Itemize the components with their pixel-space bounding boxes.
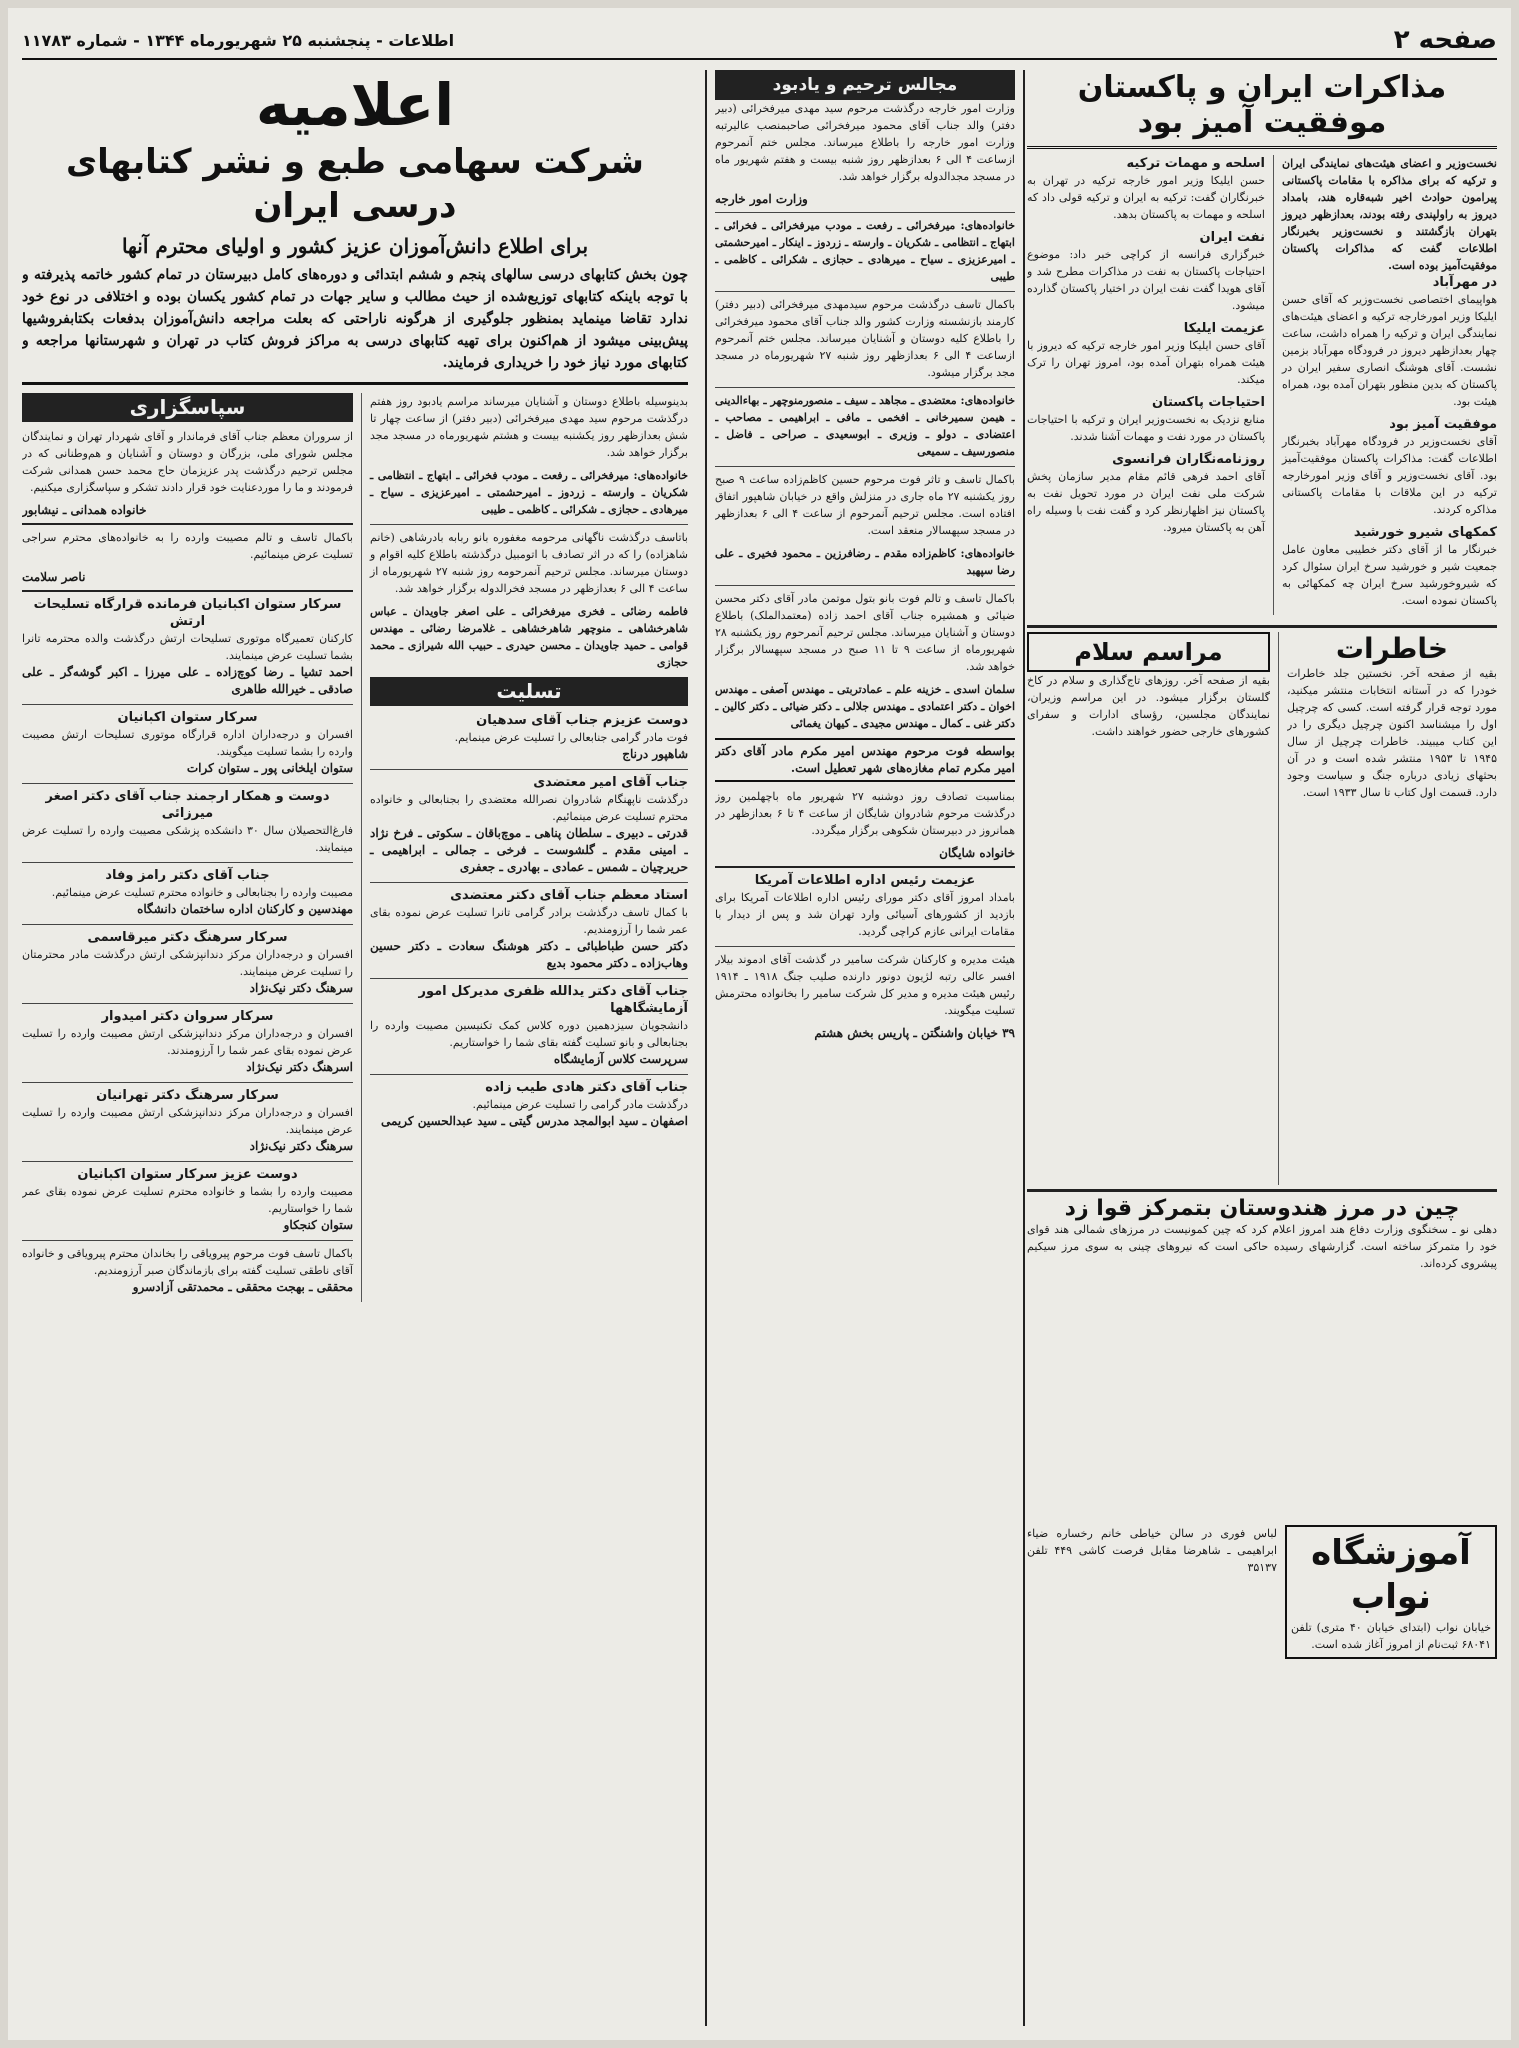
condolence-text: با کمال تاسف درگذشت برادر گرامی تانرا تسلیت عرض نموده بقای عمر شما را آرزومندیم. (370, 906, 688, 936)
china-title: چین در مرز هندوستان بتمرکز قوا زد (1064, 1196, 1460, 1221)
condolence-signature: محققی ـ بهجت محققی ـ محمدتقی آزادسرو (132, 1280, 353, 1294)
families-list: خانواده‌های: میرفخرائی ـ رفعت ـ مودب فخرائی ـ ابتهاج ـ انتظامی ـ شکریان ـ وارسته ـ زردوز ـ امیرحشمتی ـ امیرعزیزی ـ سیاح ـ میرهادی ـ حجازی ـ شکرائی ـ کاظمی ـ طیبی (370, 469, 688, 516)
cable-text: بامداد امروز آقای دکتر مورای رئیس اداره اطلاعات آمریکا برای بازدید از کشورهای آسیائی وارد تهران شد و پس از دیدار با مقامات ایرانی عازم کراچی گردید. (715, 891, 1015, 938)
section-text: آقای احمد فرهی قائم مقام مدیر سازمان پخش شرکت ملی نفت ایران در مورد تحویل نفت به پاکستان نیز اظهارنظر کرد و گفت نفت با وسیله راه آهن به پاکستان میرود. (1027, 470, 1265, 534)
families-list: خانواده‌های: معتضدی ـ مجاهد ـ سیف ـ منصورمنوچهر ـ بهاءالدینی ـ هیمن سمیرخانی ـ افخمی ـ مافی ـ ابراهیمی ـ مصاحب ـ اعتضادی ـ دولو ـ وزیری ـ ابوسعیدی ـ صراحی ـ فاضل ـ منصورسیف ـ سمیعی (715, 394, 1015, 458)
section-text: منابع نزدیک به نخست‌وزیر ایران و ترکیه با احتیاجات پاکستان در مورد نفت و مهمات آشنا شدند. (1027, 413, 1265, 443)
condolence-signature: سرهنگ دکتر نیک‌نژاد (249, 981, 353, 995)
lead-paragraph: نخست‌وزیر و اعضای هیئت‌های نمایندگی ایران و ترکیه که برای مذاکره با مقامات پاکستانی پیرامون حوادث اخیر شبه‌قاره هند، بامداد دیروز به راولپندی رفته بودند، بعدازظهر دیروز بتهران بازگشتند و نخست‌وزیر بخبرنگار اطلاعات گفت که مذاکرات پاکستان موفقیت‌آمیز بوده است. (1282, 157, 1497, 272)
section-text: خبرنگار ما از آقای دکتر خطیبی معاون عامل جمعیت شیر و خورشید سرخ ایران سئوال کرد که شیروخورشید سرخ ایران چه کمکهائی به پاکستان نموده است. (1282, 543, 1497, 607)
gratitude-text: باکمال تاسف و تالم مصیبت وارده را به خانواده‌های محترم سراجی تسلیت عرض مینمائیم. (22, 531, 353, 561)
condolence-heading: جناب آقای دکتر رامز وفاد (105, 868, 270, 883)
section-text: آقای حسن ایلیکا وزیر امور خارجه ترکیه که دیروز با هیئت همراه بتهران آمده بود، امروز تهران را ترک میکند. (1027, 339, 1265, 386)
tailor-ad: لباس فوری در سالن خیاطی خانم رخساره ضیاء ابراهیمی ـ شاهرضا مقابل فرصت کاشی ۴۴۹ تلفن ۳۵۱۳۷ (1027, 1527, 1278, 1574)
navab-title: آموزشگاه نواب (1311, 1533, 1471, 1617)
condolence-heading: سرکار ستوان اکبانیان (117, 710, 258, 725)
condolence-text: مصیبت وارده را بشما و خانواده محترم تسلیت عرض نموده بقای عمر شما را خواستاریم. (22, 1185, 353, 1215)
right-column (1027, 70, 1497, 2026)
notice-text: بدینوسیله باطلاع دوستان و آشنایان میرساند مراسم یادبود روز هفتم درگذشت مرحوم سید مهدی میرفخرائی (دبیر دفتر) از ساعت چهار تا شش بعدازظهر روز یکشنبه بیست و هشتم شهریورماه در مسجد مجد برگزار خواهد شد. (370, 395, 688, 459)
ceremony-title: مراسم سلام (1027, 632, 1270, 672)
section-title: کمکهای شیرو خورشید (1353, 525, 1497, 540)
navab-ad (1285, 1525, 1497, 1659)
condolence-box-title: تسلیت (370, 677, 688, 706)
lead-story-continued (1027, 155, 1265, 615)
lead-headline: مذاکرات ایران و پاکستان موفقیت آمیز بود (1027, 70, 1497, 149)
china-text: دهلی نو ـ سخنگوی وزارت دفاع هند امروز اعلام کرد که چین کمونیست در مرزهای شمالی هند قوای خود را متمرکز ساخته است. گزارشهای رسیده حاکی است که نیروهای چینی به سوی مرز سیکیم پیشروی کرده‌اند. (1027, 1223, 1497, 1270)
announcement (22, 70, 688, 385)
announcement-title: اعلامیه (255, 71, 455, 139)
announcement-subtitle: شرکت سهامی طبع و نشر کتابهای درسی ایران (66, 142, 644, 226)
notice-signature: وزارت امور خارجه (715, 192, 808, 206)
announcement-audience: برای اطلاع دانش‌آموزان عزیز کشور و اولیای محترم آنها (121, 234, 589, 258)
condolence-text: کارکنان تعمیرگاه موتوری تسلیحات ارتش درگذشت والده محترمه تانرا بشما تسلیت عرض مینمایند. (22, 632, 353, 662)
condolence-text: افسران و درجه‌داران اداره قرارگاه موتوری تسلیحات ارتش مصیبت وارده را بشما تسلیت میگویند. (22, 728, 353, 758)
condolence-heading: جناب آقای دکتر هادی طیب زاده (485, 1080, 688, 1095)
middle-column (715, 70, 1015, 2026)
notice-text: باکمال تاسف و تاثر فوت مرحوم حسین کاظم‌زاده ساعت ۹ صبح روز یکشنبه ۲۷ ماه جاری در منزلش واقع در خیابان شاهپور اتفاق افتاده است. مجلس ترحیم آنمرحوم از ساعت ۴ الی ۶ بعدازظهر در مسجد سپهسالار منعقد است. (715, 473, 1015, 537)
memoirs-title: خاطرات (1335, 632, 1449, 665)
condolence-signature: اصفهان ـ سید ابوالمجد مدرس گیتی ـ سید عبدالحسین کریمی (380, 1114, 688, 1128)
ceremony-text: بقیه از صفحه آخر. روزهای تاج‌گذاری و سلام در کاخ گلستان برگزار میشود. در این مراسم وزیران، نمایندگان مجلسین، رؤسای ادارات و سفرای کشورهای خارجی حضور خواهند داشت. (1027, 674, 1270, 738)
condolence-text: دانشجویان سیزدهمین دوره کلاس کمک تکنیسین مصیبت وارده را بجنابعالی و بانو تسلیت گفته بقای شما را خواستاریم. (370, 1019, 688, 1049)
condolence-signature: دکتر حسن طباطبائی ـ دکتر هوشنگ سعادت ـ دکتر حسین وهاب‌زاده ـ دکتر محمود بدیع (370, 939, 688, 970)
notice-text: باکمال تاسف درگذشت مرحوم سیدمهدی میرفخرائی (دبیر دفتر) کارمند بازنشسته وزارت کشور والد جناب آقای محمود میرفخرائی را باطلاع کلیه دوستان و آشنایان میرساند. مجلس ختم آنمرحوم ازساعت ۴ الی ۶ بعدازظهر روز شنبه ۲۷ شهریورماه در مسجد مجد برگزار میشود. (715, 298, 1015, 379)
notice-text: هیئت مدیره و کارکنان شرکت سامیر در گذشت آقای ادموند بیلار افسر عالی رتبه لژیون دونور دارنده صلیب جنگ ۱۹۱۸ ـ ۱۹۱۴ رئیس هیئت مدیره و مدیر کل شرکت سامیر را بخانواده محترمش تسلیت میگویند. (715, 953, 1015, 1017)
gratitude-signature: خانواده همدانی ـ نیشابور (22, 503, 147, 517)
condolence-heading: سرکار سرهنگ دکتر تهرانیان (96, 1088, 279, 1103)
section-title: عزیمت ایلیکا (1183, 321, 1265, 336)
condolence-signature: قدرتی ـ دبیری ـ سلطان پناهی ـ موچ‌باقان ـ سکوتی ـ فرخ نژاد ـ امینی مقدم ـ گلشوست ـ فرخی ـ جمالی ـ ابراهیمی ـ حریرچیان ـ شمس ـ عمادی ـ بهادری ـ جعفری (370, 826, 688, 874)
condolence-signature: احمد تشیا ـ رضا کوچ‌زاده ـ علی میرزا ـ اکبر گوشه‌گر ـ علی صادقی ـ خیرالله طاهری (22, 665, 353, 696)
left-subcolumn-right (370, 393, 688, 1302)
gratitude-text: از سروران معظم جناب آقای فرماندار و آقای شهردار تهران و نمایندگان مجلس شورای ملی، بزرگان و دوستان و آشنایان و هم‌وطنانی که در مجلس ترحیم درگذشت پدر عزیزمان حاج محمد حسن همدانی شرکت فرمودند و ما را موردعنایت خود قرار دادند تشکر و سپاسگزاری میکنیم. (22, 430, 353, 494)
left-column (22, 70, 688, 2026)
condolence-text: افسران و درجه‌داران مرکز دندانپزشکی ارتش مصیبت وارده را تسلیت عرض نموده بقای عمر شما را آرزومندند. (22, 1027, 353, 1057)
families-list: خانواده‌های: میرفخرائی ـ رفعت ـ مودب میرفخرائی ـ فخرائی ـ ابتهاج ـ انتظامی ـ شکریان ـ وارسته ـ زردوز ـ اینکار ـ امیرحشمتی ـ امیرعزیزی ـ سیاح ـ میرهادی ـ حجازی ـ شکرائی ـ کاظمی ـ طیبی (715, 219, 1015, 283)
issue-line: اطلاعات - پنجشنبه ۲۵ شهریورماه ۱۳۴۴ - شماره ۱۱۷۸۳ (22, 30, 455, 50)
section-text: خبرگزاری فرانسه از کراچی خبر داد: موضوع احتیاجات پاکستان به نفت در مذاکرات مطرح شد و آقای هویدا گفت نفت ایران در اختیار پاکستان گذارده میشود. (1027, 248, 1265, 312)
left-subcolumn-left (22, 393, 353, 1302)
memorial-box-title: مجالس ترحیم و یادبود (715, 70, 1015, 100)
condolence-signature: مهندسین و کارکنان اداره ساختمان دانشگاه (137, 902, 353, 916)
column-divider-right (1023, 70, 1025, 2026)
announcement-text: چون بخش کتابهای درسی سالهای پنجم و ششم ابتدائی و دوره‌های کامل دبیرستان در تمام کشور خاتمه پذیرفته و با توجه باینکه کتابهای توزیع‌شده از حیث مطالب و سایر جهات در تمام کشور یکسان بوده و اختلافی در نوع خود ندارد تقاضا مینماید بمنظور جلوگیری از هرگونه ناراحتی که بعلت مراجعه دانش‌آموزان بدفعات بکتابفروشیها پیش‌بینی میشود از هم‌اکنون برای تهیه کتابهای درسی به مراکز فروش کتاب در تهران و شهرستانها مراجعه و کتابهای مورد نیاز خود را خریداری فرمایند. (22, 267, 688, 371)
condolence-text: افسران و درجه‌داران مرکز دندانپزشکی ارتش درگذشت مادر محترمتان را تسلیت عرض مینمایند. (22, 948, 353, 978)
condolence-text: فارغ‌التحصیلان سال ۳۰ دانشکده پزشکی مصیبت وارده را تسلیت عرض مینمایند. (22, 824, 353, 854)
condolence-heading: استاد معظم جناب آقای دکتر معتضدی (450, 888, 688, 903)
notice-text: باکمال تاسف و تالم فوت بانو بتول موتمن مادر آقای دکتر محسن ضیائی و همشیره جناب آقای احمد زاده (معتمدالملک) باطلاع دوستان و آشنایان میرساند. مجلس ترحیم آنمرحوم روز یکشنبه ۲۸ شهریورماه از ساعت ۹ تا ۱۱ صبح در مسجد سپهسالار برگزار خواهد شد. (715, 592, 1015, 673)
notice-signature: خانواده شایگان (939, 846, 1015, 860)
section-title: احتیاجات پاکستان (1152, 395, 1265, 410)
condolence-heading: سرکار سروان دکتر امیدوار (101, 1009, 274, 1024)
lead-story (1282, 155, 1497, 615)
section-text: هواپیمای اختصاصی نخست‌وزیر که آقای حسن ایلیکا وزیر امورخارجه ترکیه و اعضای هیئت‌های نمایندگی ایران و ترکیه را همراه داشت، ساعت چهار بعدازظهر دیروز در فرودگاه مهرآباد بزمین نشست. آقای هوشنگ انصاری سفیر ایران در پاکستان که بدین منظور بتهران آمده بود، همراه هیئت بود. (1282, 293, 1497, 408)
notice-text: باتاسف درگذشت ناگهانی مرحومه مغفوره بانو ربابه بادرشاهی (خانم شاهزاده) را که در اثر تصادف با اتومبیل درگذشته باطلاع کلیه اقوام و دوستان میرساند. مجلس ترحیم آنمرحومه روز شنبه ۲۷ شهریورماه از ساعت ۴ الی ۶ بعدازظهر در مسجد فخرالدوله برگزار خواهد شد. (370, 531, 688, 595)
condolence-signature: سرپرست کلاس آزمایشگاه (553, 1052, 688, 1066)
ceremony-article (1027, 632, 1270, 1185)
condolence-signature: اسرهنگ دکتر نیک‌نژاد (246, 1060, 353, 1074)
condolence-text: درگذشت مادر گرامی را تسلیت عرض مینمائیم. (472, 1098, 688, 1111)
navab-text: خیابان نواب (ابتدای خیابان ۴۰ متری) تلفن ۶۸۰۴۱ ثبت‌نام از امروز آغاز شده است. (1291, 1621, 1491, 1651)
condolence-heading: دوست و همکار ارجمند جناب آقای دکتر اصغر میرزائی (45, 789, 330, 821)
page-number: صفحه ۲ (1393, 25, 1497, 55)
condolence-text: مصیبت وارده را بجنابعالی و خانواده محترم تسلیت عرض مینمائیم. (51, 886, 353, 899)
section-text: حسن ایلیکا وزیر امور خارجه ترکیه در تهران به خبرنگاران گفت: ترکیه به ایران و ترکیه قولی داد که اسلحه و مهمات به پاکستان بدهد. (1027, 174, 1265, 221)
notice-text: وزارت امور خارجه درگذشت مرحوم سید مهدی میرفخرائی (دبیر دفتر) والد جناب آقای محمود میرفخرائی صاحبمنصب عالیرتبه وزارت امور خارجه را باطلاع میرساند. مجلس ختم آنمرحوم ازساعت ۴ الی ۶ بعدازظهر روز شنبه بیست و هفتم شهریور ماه در مسجد مجدالدوله برگزار خواهد شد. (715, 102, 1015, 183)
condolence-heading: دوست عزیز سرکار ستوان اکبانیان (77, 1167, 298, 1182)
condolence-text: درگذشت ناپهنگام شادروان نصرالله معتضدی را بجنابعالی و خانواده محترم تسلیت عرض مینمائیم. (370, 793, 688, 823)
section-text: آقای نخست‌وزیر در فرودگاه مهرآباد بخبرنگار اطلاعات گفت: مذاکرات پاکستان موفقیت‌آمیز بود. آقای نخست‌وزیر و آقای وزیر امورخارجه ترکیه در این ملاقات با مقامات پاکستانی مذاکره کردند. (1282, 435, 1497, 516)
condolence-text: باکمال تاسف فوت مرحوم پیرویاقی را بخاندان محترم پیرویاقی و خانواده آقای ناطقی تسلیت گفته برای بازماندگان صبر آرزومندیم. (22, 1247, 353, 1277)
notice-signature: ۳۹ خیابان واشنگتن ـ پاریس بخش هشتم (814, 1026, 1015, 1040)
families-list: خانواده‌های: کاظم‌زاده مقدم ـ رضافرزین ـ محمود فخیری ـ علی رضا سپهبد (715, 547, 1015, 577)
column-divider-left (705, 70, 707, 2026)
notice-text: بمناسبت تصادف روز دوشنبه ۲۷ شهریور ماه باچهلمین روز درگذشت مرحوم شادروان شایگان از ساعت ۴ تا ۶ بعدازظهر در همانروز در دبیرستان شکوهی برگزار میگردد. (715, 790, 1015, 837)
condolence-heading: جناب آقای دکتر یدالله ظفری مدیرکل امور آزمایشگاهها (418, 984, 688, 1016)
condolence-heading: سرکار سرهنگ دکتر میرقاسمی (87, 930, 288, 945)
china-article (1027, 1196, 1497, 1521)
families-list: سلمان اسدی ـ خزینه علم ـ عمادتربتی ـ مهندس آصفی ـ مهندس اخوان ـ دکتر اعتمادی ـ مهندس جلالی ـ دکتر ضیائی ـ دکتر کالین ـ دکتر غنی ـ کمال ـ مهندس مجیدی ـ کیهان یغمائی (715, 683, 1015, 730)
bold-notice: بواسطه فوت مرحوم مهندس امیر مکرم مادر آقای دکتر امیر مکرم تمام مغازه‌های شهر تعطیل است. (715, 738, 1015, 782)
gratitude-box-title: سپاسگزاری (22, 393, 353, 422)
newspaper-page (8, 8, 1511, 2040)
section-title: روزنامه‌نگاران فرانسوی (1112, 452, 1265, 467)
memoirs-text: بقیه از صفحه آخر. نخستین جلد خاطرات خودرا که در آستانه انتخابات منتشر میکنید، مورد توجه قرار گرفته است. کسی که چرچیل اول را میشناسد اکنون چرچیل دیگری را در این کتاب میبیند. خاطرات چرچیل از سال ۱۹۴۵ تا ۱۹۵۳ منتشر شده است و در آن بحثهای زیادی درباره جنگ و سیاست وجود دارد. قسمت اول کتاب تا سال ۱۹۳۳ است. (1287, 667, 1497, 799)
condolence-signature: ستوان ایلخانی پور ـ ستوان کرات (186, 761, 353, 775)
section-title: در مهرآباد (1432, 275, 1497, 290)
page-header (22, 22, 1497, 60)
condolence-text: افسران و درجه‌داران مرکز دندانپزشکی ارتش مصیبت وارده را تسلیت عرض مینمایند. (22, 1106, 353, 1136)
section-title: موفقیت آمیز بود (1389, 417, 1497, 432)
memoirs-article (1287, 632, 1497, 1185)
families-list: فاطمه رضائی ـ فخری میرفخرائی ـ علی اصغر جاویدان ـ عباس شاهرخشاهی ـ منوچهر شاهرخشاهی ـ غلامرضا رضائی ـ مهندس قوامی ـ حمید جاویدان ـ محسن حیدری ـ حبیب الله شیرازی ـ محمد حجازی (370, 605, 688, 669)
condolence-heading: جناب آقای امیر معتضدی (533, 775, 688, 790)
condolence-heading: سرکار ستوان اکبانیان فرمانده قرارگاه تسلیحات ارتش (33, 597, 342, 629)
section-title: نفت ایران (1199, 230, 1265, 245)
section-title: اسلحه و مهمات ترکیه (1126, 156, 1265, 171)
condolence-heading: دوست عزیزم جناب آقای سدهیان (476, 713, 688, 728)
condolence-signature: سرهنگ دکتر نیک‌نژاد (249, 1139, 353, 1153)
gratitude-signature: ناصر سلامت (22, 570, 86, 584)
condolence-signature: شاهپور درناج (622, 747, 688, 761)
condolence-text: فوت مادر گرامی جنابعالی را تسلیت عرض مینمایم. (454, 731, 688, 744)
condolence-signature: ستوان کنجکاو (283, 1218, 353, 1232)
cable-title: عزیمت رئیس اداره اطلاعات آمریکا (754, 873, 976, 888)
